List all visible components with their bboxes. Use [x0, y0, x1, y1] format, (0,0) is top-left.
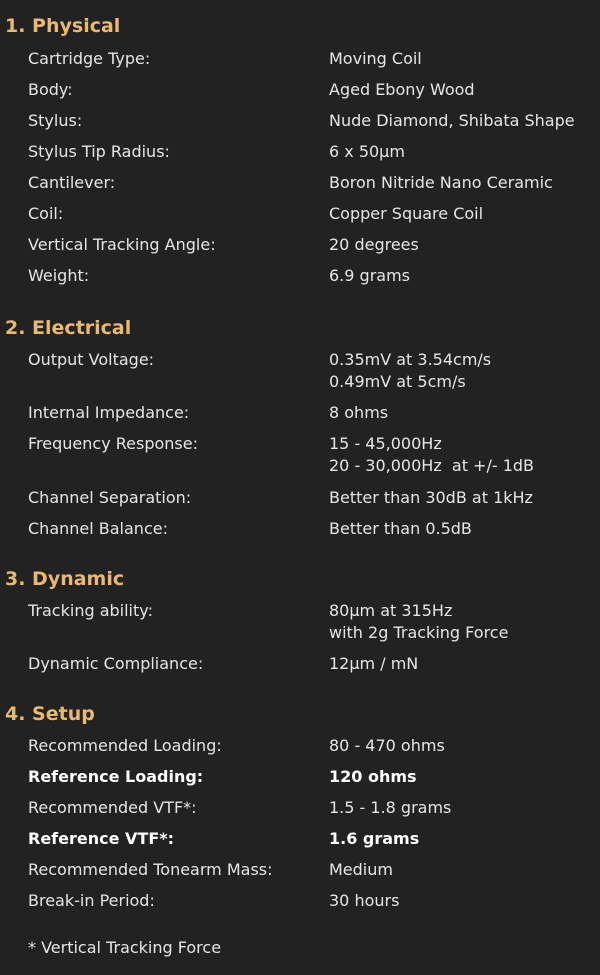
- section-title: 1. Physical: [5, 15, 121, 37]
- spec-label: Channel Separation:: [28, 488, 192, 507]
- spec-label: Tracking ability:: [28, 601, 153, 620]
- spec-label: Dynamic Compliance:: [28, 654, 204, 673]
- spec-value: 8 ohms: [329, 403, 389, 422]
- section-title: 2. Electrical: [5, 317, 132, 339]
- spec-label: Stylus Tip Radius:: [28, 142, 170, 161]
- spec-value: Nude Diamond, Shibata Shape: [329, 111, 575, 130]
- section-title: 3. Dynamic: [5, 568, 125, 590]
- spec-value: Aged Ebony Wood: [329, 80, 475, 99]
- spec-label: Vertical Tracking Angle:: [28, 235, 216, 254]
- spec-value: Better than 0.5dB: [329, 519, 472, 538]
- spec-label: Recommended VTF*:: [28, 798, 197, 817]
- spec-label: Reference Loading:: [28, 767, 204, 786]
- spec-label: Break-in Period:: [28, 891, 155, 910]
- spec-value: 30 hours: [329, 891, 400, 910]
- spec-label: Cartridge Type:: [28, 49, 151, 68]
- spec-value: 20 degrees: [329, 235, 419, 254]
- spec-value: 12µm / mN: [329, 654, 419, 673]
- spec-label: Recommended Tonearm Mass:: [28, 860, 273, 879]
- footnote: * Vertical Tracking Force: [28, 938, 222, 957]
- spec-value: 0.35mV at 3.54cm/s 0.49mV at 5cm/s: [329, 350, 492, 391]
- spec-value: Medium: [329, 860, 393, 879]
- spec-label: Coil:: [28, 204, 64, 223]
- spec-value: 80 - 470 ohms: [329, 736, 445, 755]
- spec-label: Weight:: [28, 266, 90, 285]
- spec-value: Better than 30dB at 1kHz: [329, 488, 533, 507]
- spec-value: Moving Coil: [329, 49, 422, 68]
- spec-value: 1.5 - 1.8 grams: [329, 798, 452, 817]
- spec-value: 15 - 45,000Hz 20 - 30,000Hz at +/- 1dB: [329, 434, 535, 475]
- spec-value: 1.6 grams: [329, 829, 420, 848]
- spec-label: Cantilever:: [28, 173, 116, 192]
- spec-value: Boron Nitride Nano Ceramic: [329, 173, 553, 192]
- spec-value: 6.9 grams: [329, 266, 410, 285]
- spec-label: Internal Impedance:: [28, 403, 190, 422]
- spec-label: Stylus:: [28, 111, 83, 130]
- spec-value: 120 ohms: [329, 767, 417, 786]
- spec-label: Channel Balance:: [28, 519, 168, 538]
- spec-value: 6 x 50µm: [329, 142, 405, 161]
- spec-label: Body:: [28, 80, 73, 99]
- section-title: 4. Setup: [5, 703, 95, 725]
- spec-value: Copper Square Coil: [329, 204, 484, 223]
- spec-label: Frequency Response:: [28, 434, 198, 453]
- spec-value: 80µm at 315Hz with 2g Tracking Force: [329, 601, 509, 642]
- spec-label: Reference VTF*:: [28, 829, 175, 848]
- spec-label: Output Voltage:: [28, 350, 155, 369]
- spec-label: Recommended Loading:: [28, 736, 222, 755]
